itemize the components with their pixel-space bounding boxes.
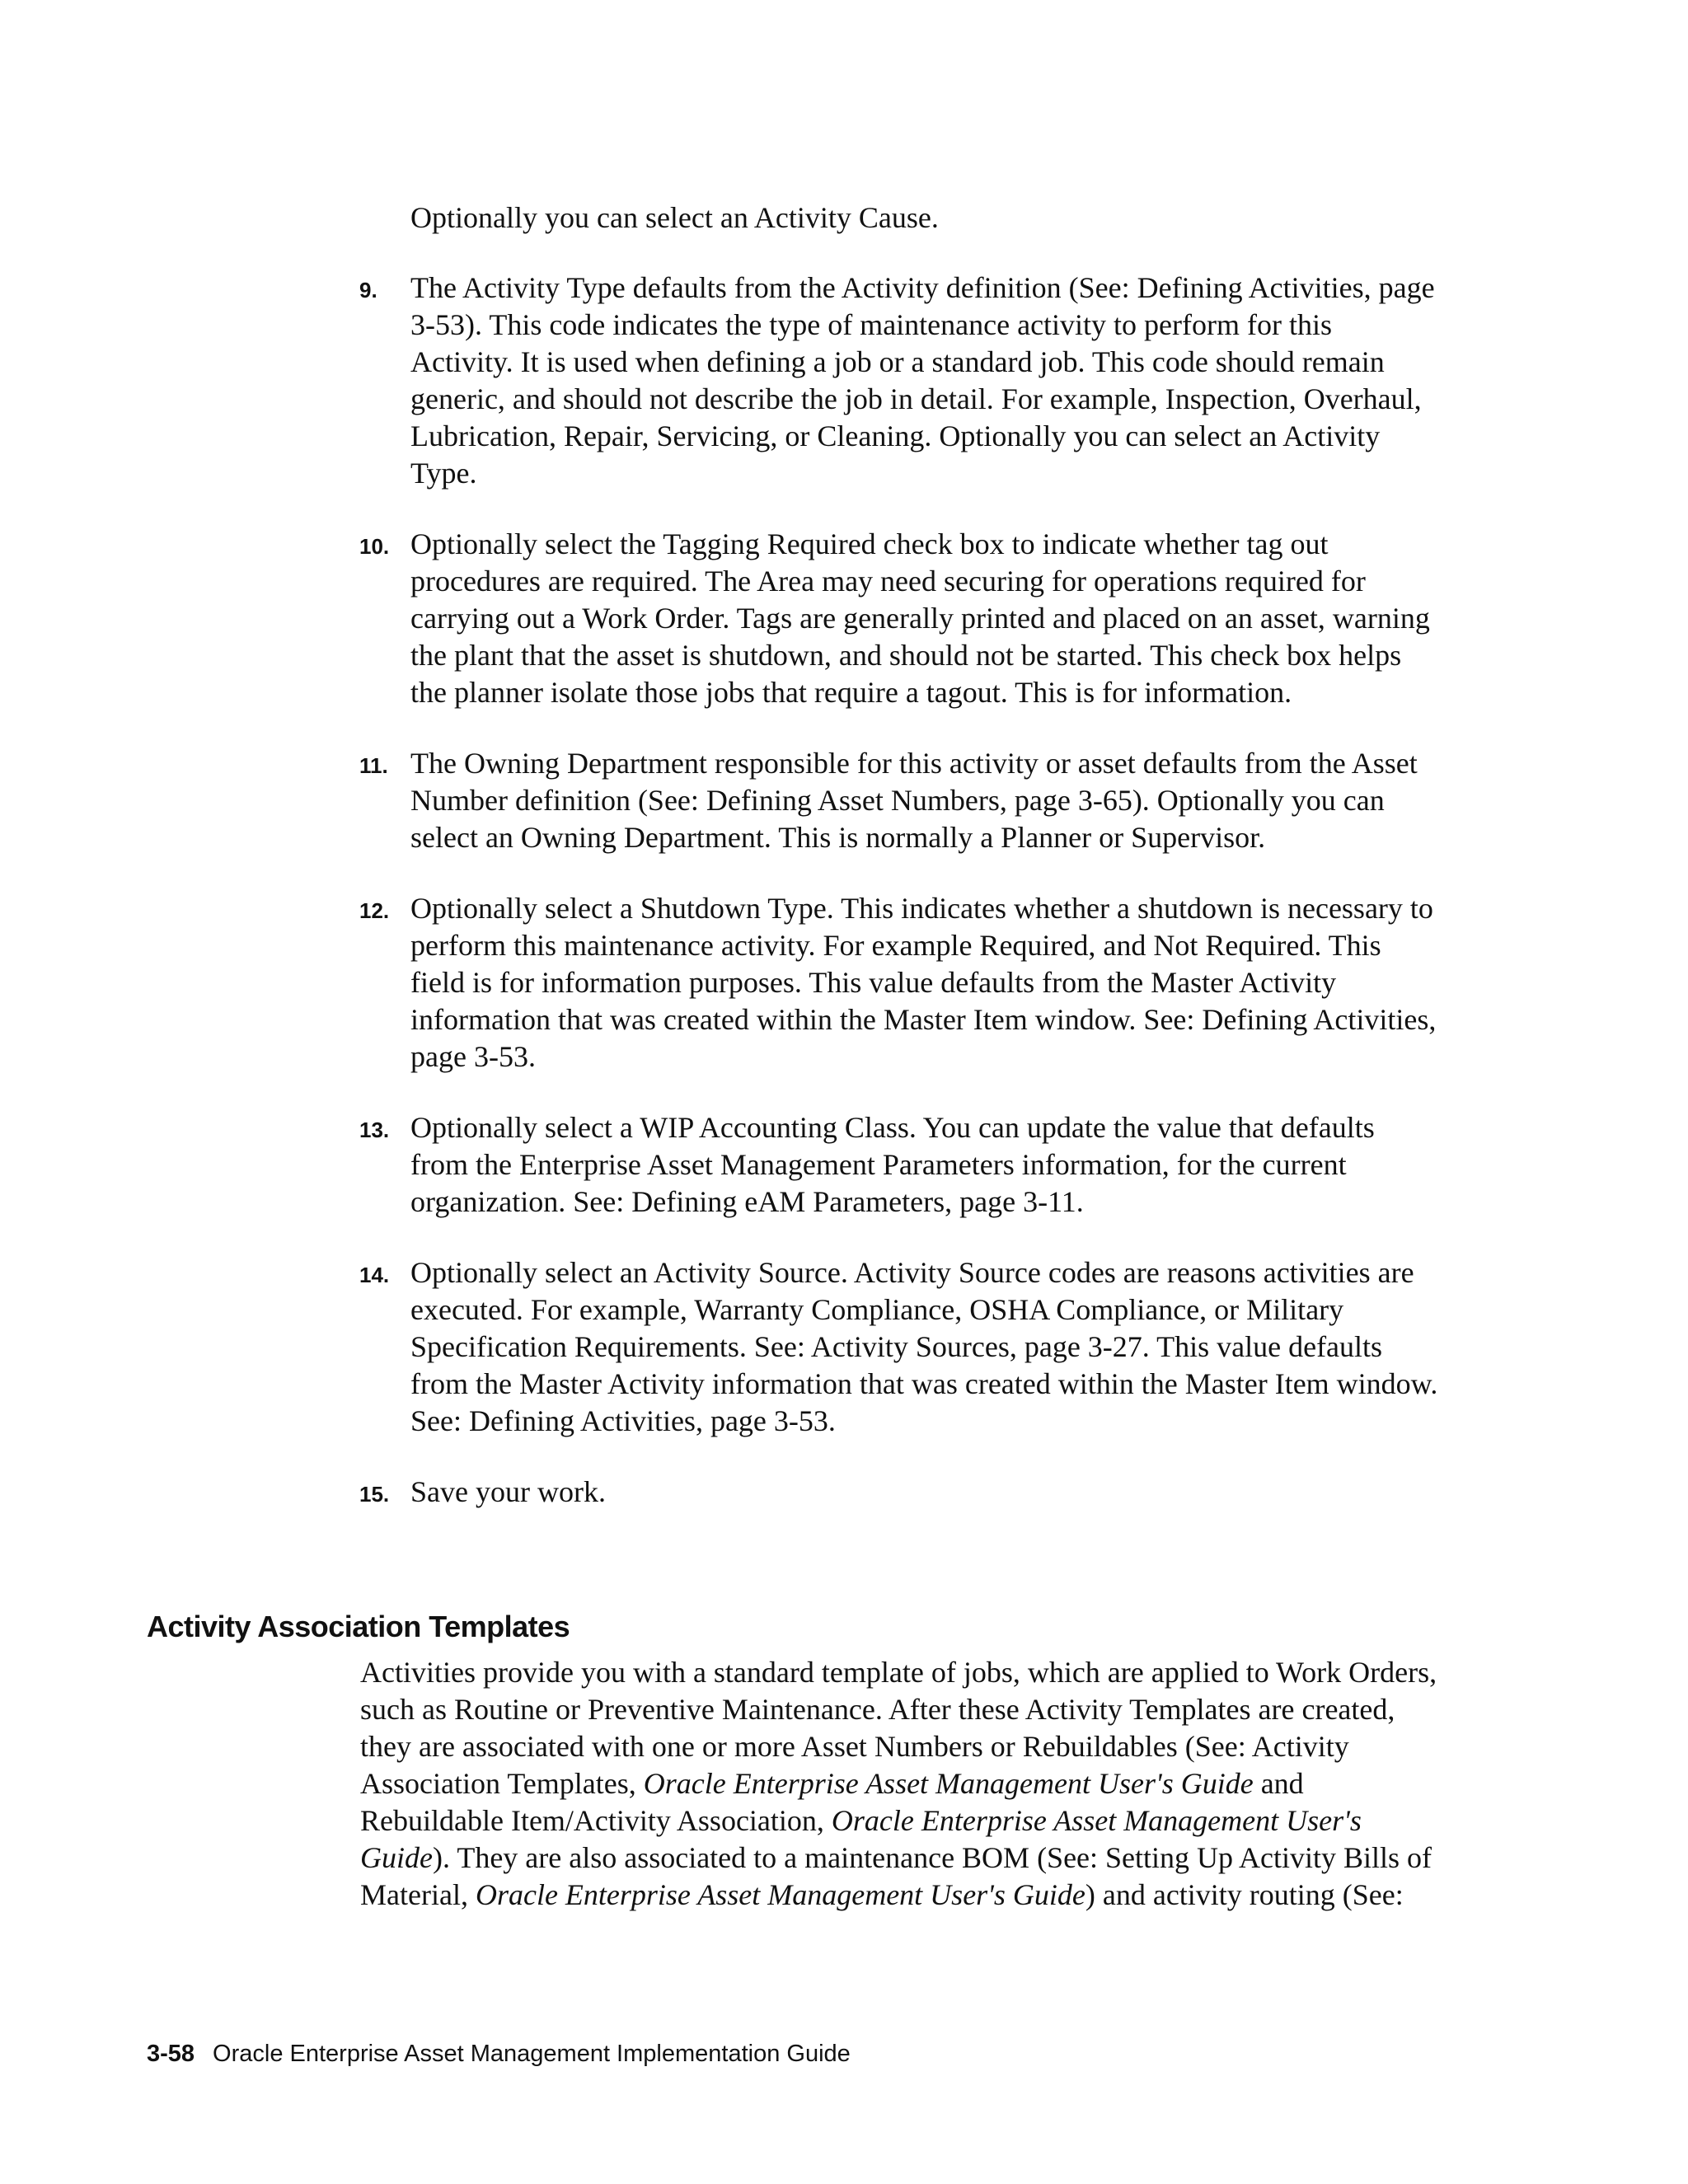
- list-item: [359, 890, 1439, 1076]
- section-heading: Activity Association Templates: [147, 1610, 570, 1643]
- page-footer: [147, 2039, 851, 2069]
- step-text: The Owning Department responsible for this activity or asset defaults from the Asset Number definition (See: Defining Asset Numbers, page 3-65). Optionally you can select an Owning Department. This is normally a Planner or Supervisor.: [410, 747, 1418, 854]
- step-number: 14.: [359, 1263, 390, 1287]
- step-text: Optionally select an Activity Source. Activity Source codes are reasons activities are executed. For example, Warranty Compliance, OSHA Compliance, or Military Specification Requirements. See: Activity Sources, page 3-27. This value defaults from the Master Activity information that was created within the Master Item window. See: Defining Activities, page 3-53.: [410, 1256, 1438, 1437]
- step-text: The Activity Type defaults from the Activity definition (See: Defining Activities, page 3-53). This code indicates the type of maintenance activity to perform for this Activity. It is used when defining a job or a standard job. This code should remain generic, and should not describe the job in detail. For example, Inspection, Overhaul, Lubrication, Repair, Servicing, or Cleaning. Optionally you can select an Activity Type.: [410, 271, 1435, 490]
- body-text: Activities provide you with a standard template of jobs, which are applied to Work Orders, such as Routine or Preventive Maintenance. After these Activity Templates are created, they are associated with one or more Asset Numbers or Rebuildables (See: Activity Association Templates,: [360, 1656, 1437, 1800]
- step-number: 13.: [359, 1118, 390, 1142]
- step-number: 15.: [359, 1482, 390, 1507]
- book-title-reference: Oracle Enterprise Asset Management User's Guide: [360, 1804, 1362, 1874]
- list-item: [359, 269, 1439, 492]
- section-paragraph: [360, 1654, 1444, 1914]
- intro-paragraph: Optionally you can select an Activity Cause.: [410, 201, 939, 234]
- body-text: ). They are also associated to a maintenance BOM (See: Setting Up Activity Bills of Material,: [360, 1841, 1432, 1911]
- page-number: 3-58: [147, 2041, 195, 2067]
- list-item: [359, 1254, 1439, 1440]
- step-text: Optionally select a Shutdown Type. This indicates whether a shutdown is necessary to perform this maintenance activity. For example Required, and Not Required. This field is for information purposes. This value defaults from the Master Activity information that was created within the Master Item window. See: Defining Activities, page 3-53.: [410, 892, 1437, 1073]
- step-number: 12.: [359, 898, 390, 923]
- step-number: 9.: [359, 278, 377, 302]
- step-number: 10.: [359, 534, 390, 559]
- step-number: 11.: [359, 753, 388, 778]
- list-item: [359, 526, 1439, 711]
- footer-title: Oracle Enterprise Asset Management Implementation Guide: [213, 2041, 851, 2067]
- book-title-reference: Oracle Enterprise Asset Management User's Guide: [643, 1767, 1254, 1800]
- list-item: [359, 1474, 1439, 1511]
- list-item: [359, 745, 1439, 856]
- procedure-steps: [359, 269, 1439, 1544]
- step-text: Optionally select a WIP Accounting Class. You can update the value that defaults from the Enterprise Asset Management Parameters information, for the current organization. See: Defining eAM Parameters, page 3-11.: [410, 1111, 1375, 1218]
- body-text: and Rebuildable Item/Activity Association,: [360, 1767, 1304, 1837]
- body-text: ) and activity routing (See:: [1085, 1878, 1404, 1911]
- list-item: [359, 1109, 1439, 1221]
- book-title-reference: Oracle Enterprise Asset Management User's Guide: [475, 1878, 1085, 1911]
- step-text: Save your work.: [410, 1475, 606, 1508]
- step-text: Optionally select the Tagging Required check box to indicate whether tag out procedures are required. The Area may need securing for operations required for carrying out a Work Order. Tags are generally printed and placed on an asset, warning the plant that the asset is shutdown, and should not be started. This check box helps the planner isolate those jobs that require a tagout. This is for information.: [410, 527, 1430, 709]
